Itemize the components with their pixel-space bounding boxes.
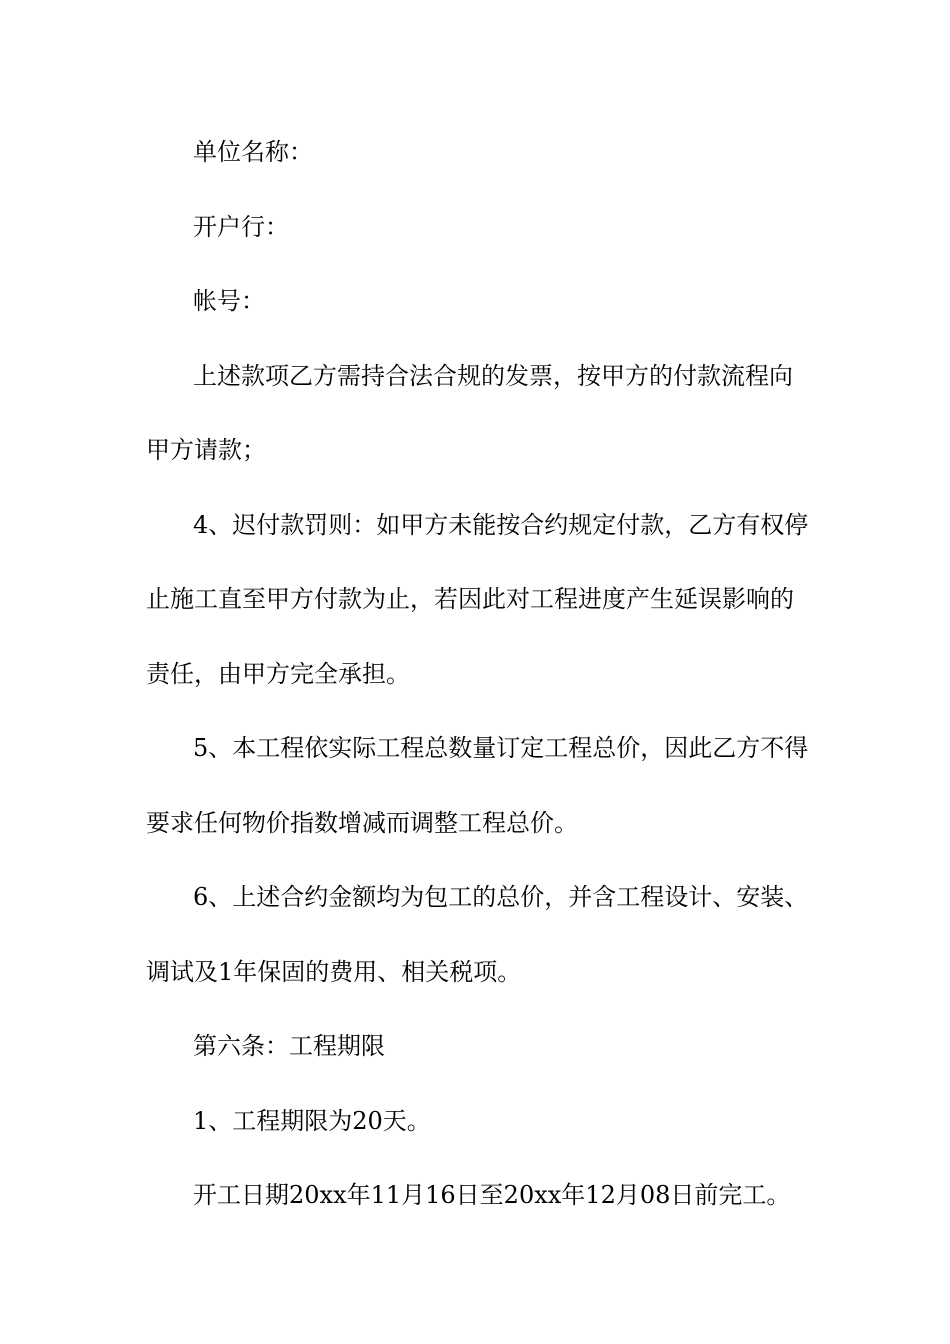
paragraph-line: 甲方请款；	[146, 436, 266, 464]
paragraph-line: 开工日期20xx年11月16日至20xx年12月08日前完工。	[193, 1181, 791, 1209]
paragraph-line: 4、迟付款罚则：如甲方未能按合约规定付款，乙方有权停	[193, 511, 809, 539]
field-bank: 开户行：	[193, 213, 289, 241]
paragraph-line: 5、本工程依实际工程总数量订定工程总价，因此乙方不得	[193, 734, 809, 762]
paragraph-line: 要求任何物价指数增减而调整工程总价。	[146, 809, 578, 837]
field-account: 帐号：	[193, 287, 265, 315]
paragraph-line: 责任，由甲方完全承担。	[146, 660, 410, 688]
paragraph-line: 6、上述合约金额均为包工的总价，并含工程设计、安装、	[193, 883, 809, 911]
paragraph-line: 上述款项乙方需持合法合规的发票，按甲方的付款流程向	[193, 362, 793, 390]
paragraph-line: 调试及1年保固的费用、相关税项。	[146, 958, 522, 986]
section-heading: 第六条：工程期限	[193, 1032, 385, 1060]
paragraph-line: 止施工直至甲方付款为止，若因此对工程进度产生延误影响的	[146, 585, 794, 613]
field-unit-name: 单位名称：	[193, 138, 313, 166]
paragraph-line: 1、工程期限为20天。	[193, 1107, 431, 1135]
